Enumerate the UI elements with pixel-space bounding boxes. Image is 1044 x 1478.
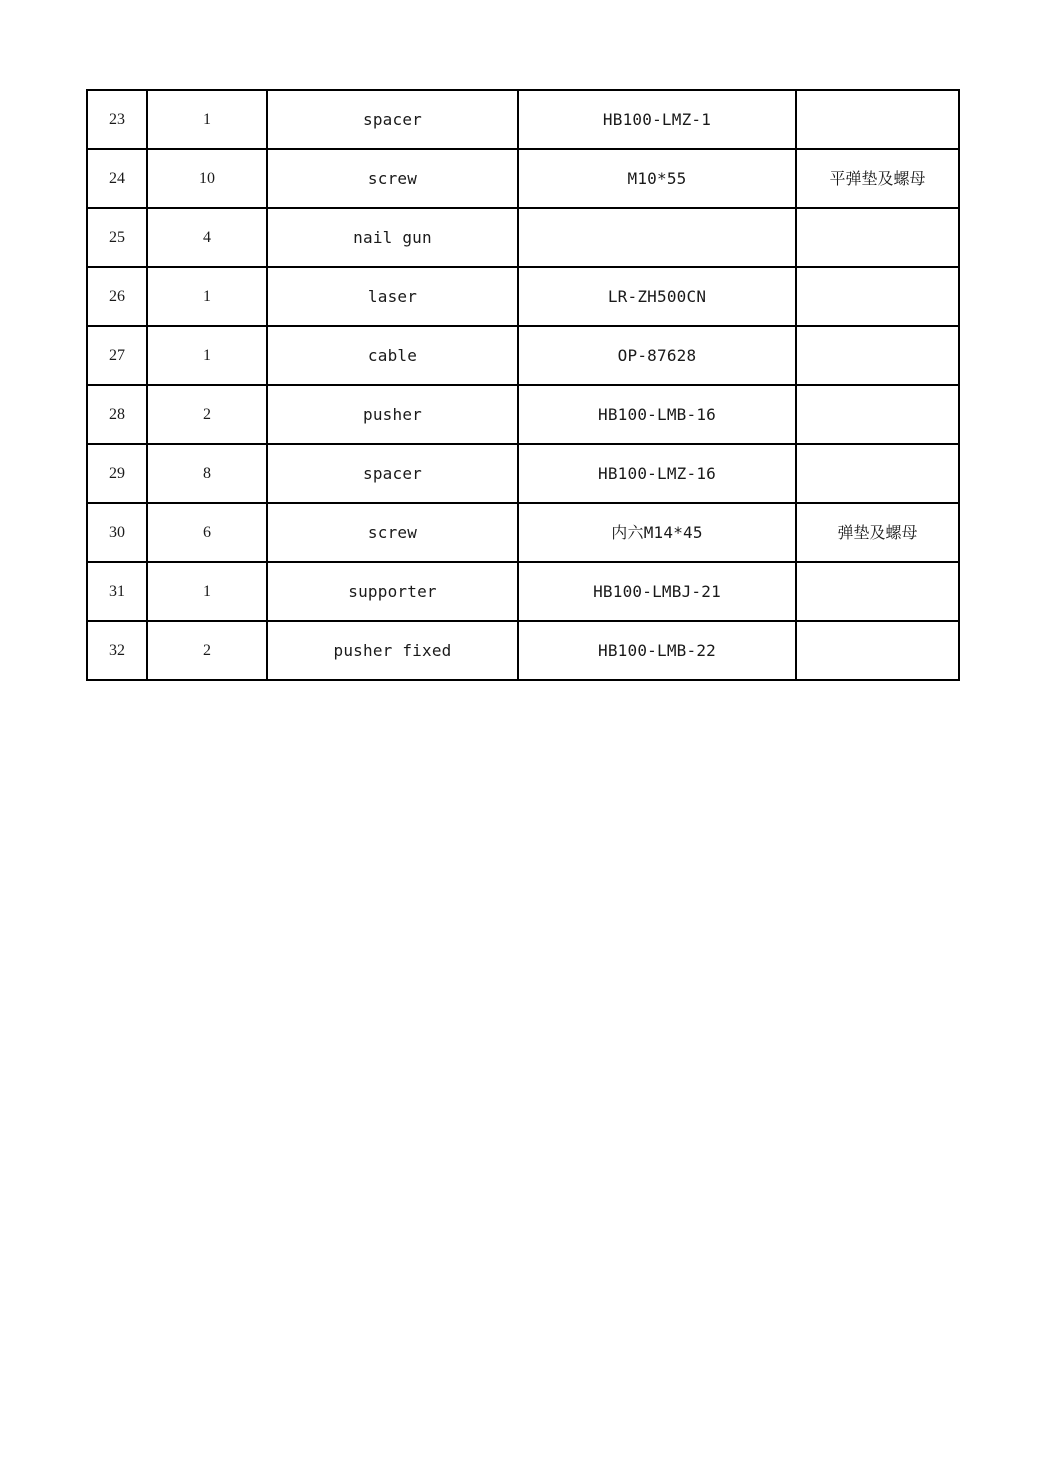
- table-row: [87, 90, 959, 149]
- part-name-cell: spacer: [267, 444, 518, 503]
- quantity-cell: 1: [147, 562, 267, 621]
- remark-cell: [796, 326, 959, 385]
- table-row: [87, 385, 959, 444]
- parts-table-body: [87, 90, 959, 680]
- item-number-cell: 24: [87, 149, 147, 208]
- remark-cell: 弹垫及螺母: [796, 503, 959, 562]
- item-number-cell: 29: [87, 444, 147, 503]
- part-name-cell: laser: [267, 267, 518, 326]
- model-number-cell: LR-ZH500CN: [518, 267, 796, 326]
- table-row: [87, 267, 959, 326]
- remark-cell: [796, 208, 959, 267]
- quantity-cell: 1: [147, 267, 267, 326]
- quantity-cell: 6: [147, 503, 267, 562]
- quantity-cell: 2: [147, 385, 267, 444]
- quantity-cell: 4: [147, 208, 267, 267]
- model-number-cell: [518, 208, 796, 267]
- model-number-cell: HB100-LMB-22: [518, 621, 796, 680]
- part-name-cell: pusher fixed: [267, 621, 518, 680]
- table-row: [87, 208, 959, 267]
- part-name-cell: supporter: [267, 562, 518, 621]
- item-number-cell: 30: [87, 503, 147, 562]
- model-number-cell: OP-87628: [518, 326, 796, 385]
- model-number-cell: HB100-LMZ-1: [518, 90, 796, 149]
- item-number-cell: 25: [87, 208, 147, 267]
- remark-cell: [796, 621, 959, 680]
- model-number-cell: HB100-LMZ-16: [518, 444, 796, 503]
- remark-cell: [796, 385, 959, 444]
- quantity-cell: 1: [147, 90, 267, 149]
- model-number-cell: HB100-LMB-16: [518, 385, 796, 444]
- item-number-cell: 27: [87, 326, 147, 385]
- part-name-cell: cable: [267, 326, 518, 385]
- part-name-cell: pusher: [267, 385, 518, 444]
- part-name-cell: spacer: [267, 90, 518, 149]
- quantity-cell: 1: [147, 326, 267, 385]
- table-row: [87, 149, 959, 208]
- item-number-cell: 31: [87, 562, 147, 621]
- remark-cell: [796, 562, 959, 621]
- part-name-cell: nail gun: [267, 208, 518, 267]
- part-name-cell: screw: [267, 149, 518, 208]
- quantity-cell: 8: [147, 444, 267, 503]
- quantity-cell: 2: [147, 621, 267, 680]
- quantity-cell: 10: [147, 149, 267, 208]
- table-row: [87, 621, 959, 680]
- remark-cell: 平弹垫及螺母: [796, 149, 959, 208]
- item-number-cell: 28: [87, 385, 147, 444]
- remark-cell: [796, 90, 959, 149]
- item-number-cell: 32: [87, 621, 147, 680]
- model-number-cell: M10*55: [518, 149, 796, 208]
- table-row: [87, 562, 959, 621]
- remark-cell: [796, 444, 959, 503]
- remark-cell: [796, 267, 959, 326]
- table-row: [87, 326, 959, 385]
- item-number-cell: 23: [87, 90, 147, 149]
- parts-table: [86, 89, 960, 681]
- item-number-cell: 26: [87, 267, 147, 326]
- table-row: [87, 503, 959, 562]
- model-number-cell: 内六M14*45: [518, 503, 796, 562]
- table-row: [87, 444, 959, 503]
- part-name-cell: screw: [267, 503, 518, 562]
- model-number-cell: HB100-LMBJ-21: [518, 562, 796, 621]
